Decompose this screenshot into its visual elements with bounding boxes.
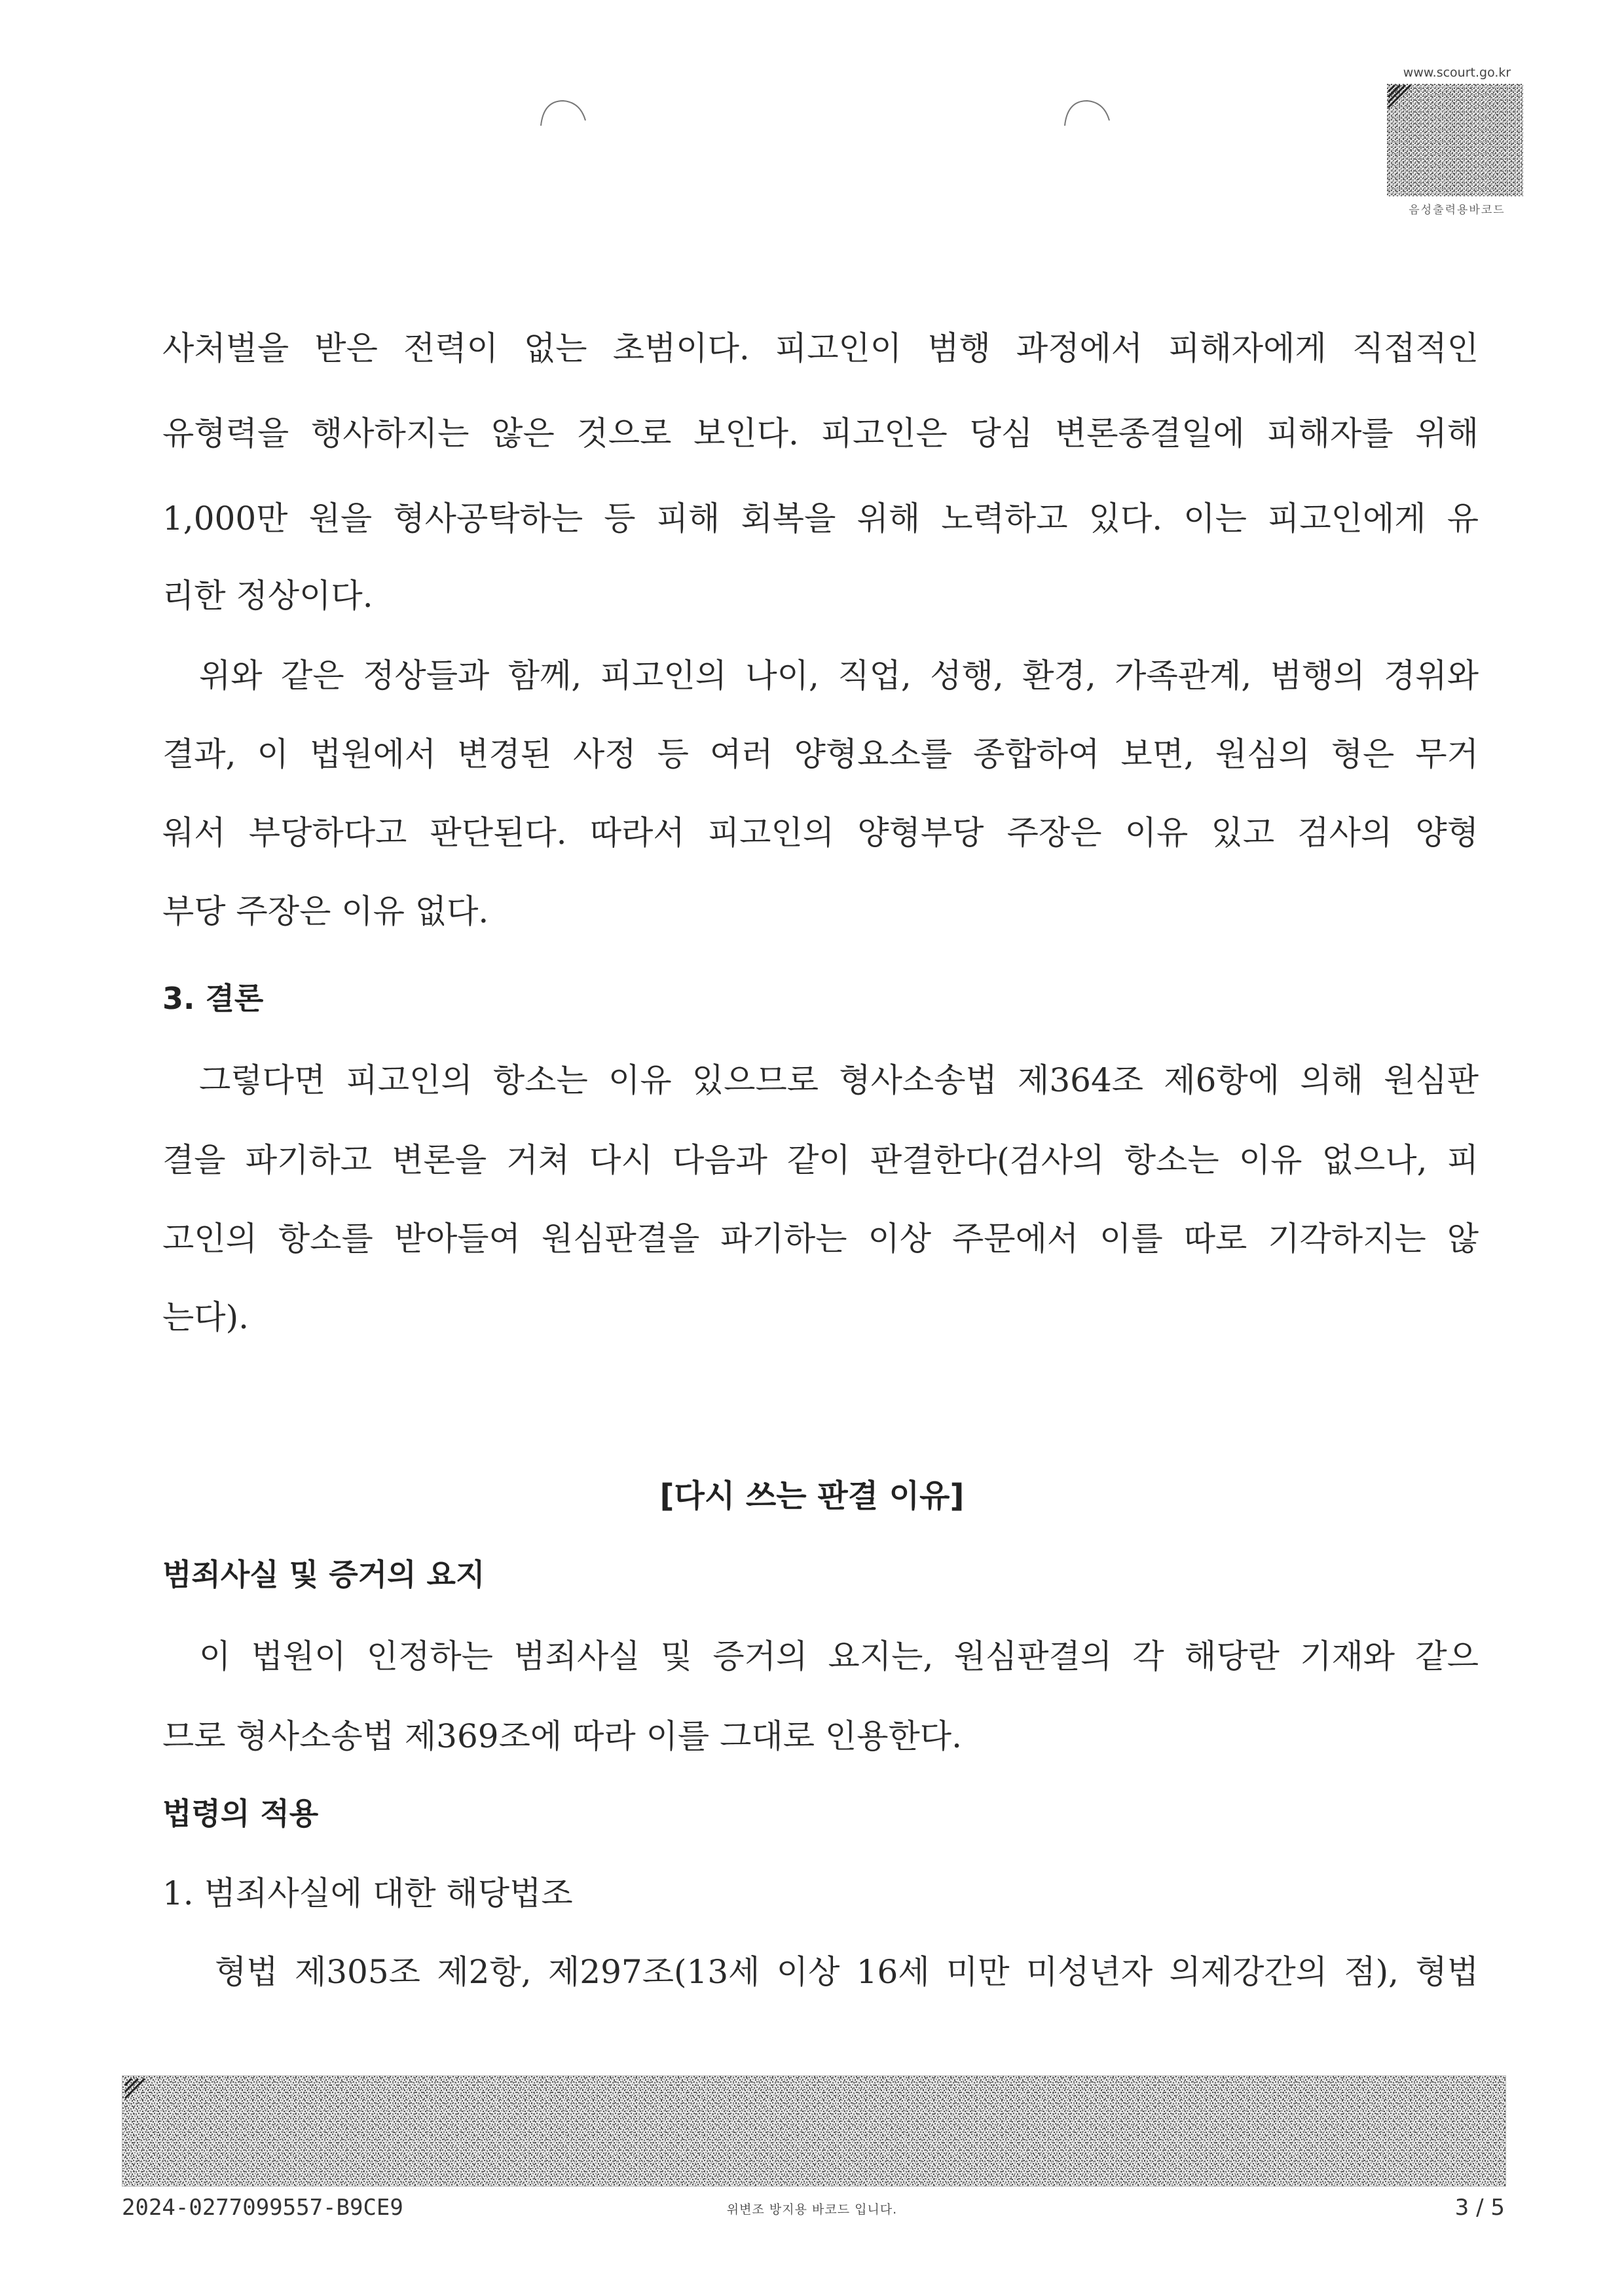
text-line: 결과, 이 법원에서 변경된 사정 등 여러 양형요소를 종합하여 보면, 원심의 형은 무거 (162, 735, 1479, 773)
text-line: 는다). (162, 1298, 249, 1336)
text-line: 워서 부당하다고 판단된다. 따라서 피고인의 양형부당 주장은 이유 있고 검사의 양형 (162, 814, 1479, 852)
text-line: 부당 주장은 이유 없다. (162, 892, 489, 930)
text-line: 유형력을 행사하지는 않은 것으로 보인다. 피고인은 당심 변론종결일에 피해자를 위해 (162, 414, 1479, 452)
text-line: 이 법원이 인정하는 범죄사실 및 증거의 요지는, 원심판결의 각 해당란 기재와 같으 (199, 1637, 1479, 1675)
text-line: 고인의 항소를 받아들여 원심판결을 파기하는 이상 주문에서 이를 따로 기각하지는 않 (162, 1220, 1479, 1258)
text-line: 결을 파기하고 변론을 거쳐 다시 다음과 같이 판결한다(검사의 항소는 이유 없으나, 피 (162, 1141, 1479, 1179)
rewrite-reasons-title: [다시 쓰는 판결 이유] (659, 1478, 965, 1514)
section-heading-conclusion: 3. 결론 (162, 981, 264, 1016)
court-site-url: www.scourt.go.kr (1403, 65, 1511, 80)
text-line: 형법 제305조 제2항, 제297조(13세 이상 16세 미만 미성년자 의제강간의 점), 형법 (215, 1953, 1479, 1991)
punch-hole-mark-left (537, 98, 588, 127)
text-line: 리한 정상이다. (162, 577, 373, 615)
crime-facts-heading: 범죄사실 및 증거의 요지 (162, 1557, 485, 1592)
barcode-caption: 위변조 방지용 바코드 입니다. (726, 2202, 898, 2217)
document-id: 2024-0277099557-B9CE9 (122, 2195, 403, 2221)
text-line: 므로 형사소송법 제369조에 따라 이를 그대로 인용한다. (162, 1717, 962, 1755)
anti-forgery-barcode (122, 2075, 1506, 2187)
punch-hole-mark-right (1061, 98, 1112, 127)
qr-label: 음성출력용바코드 (1409, 204, 1505, 217)
text-line: 1,000만 원을 형사공탁하는 등 피해 회복을 위해 노력하고 있다. 이는 피고인에게 유 (162, 500, 1479, 538)
list-item: 1. 범죄사실에 대한 해당법조 (162, 1874, 573, 1912)
page-indicator: 3 / 5 (1454, 2195, 1505, 2221)
text-line: 그렇다면 피고인의 항소는 이유 있으므로 형사소송법 제364조 제6항에 의해 원심판 (199, 1061, 1479, 1099)
audio-output-barcode (1387, 84, 1523, 196)
law-application-heading: 법령의 적용 (162, 1796, 319, 1831)
text-line: 위와 같은 정상들과 함께, 피고인의 나이, 직업, 성행, 환경, 가족관계, 범행의 경위와 (199, 657, 1479, 695)
text-line: 사처벌을 받은 전력이 없는 초범이다. 피고인이 범행 과정에서 피해자에게 직접적인 (162, 329, 1479, 367)
